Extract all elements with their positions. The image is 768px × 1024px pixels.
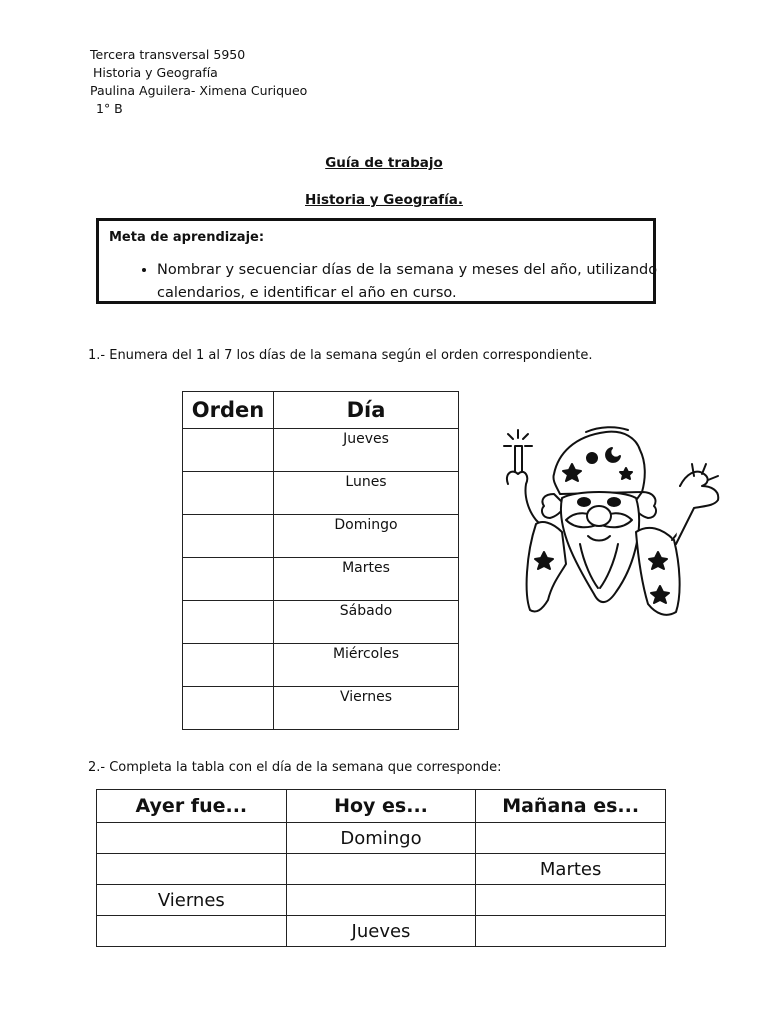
day-cell: Miércoles — [274, 644, 459, 687]
column-header-ayer: Ayer fue... — [97, 790, 287, 823]
day-cell: Sábado — [274, 601, 459, 644]
table-row — [183, 558, 459, 601]
column-header-manana: Mañana es... — [476, 790, 666, 823]
question-2-text: 2.- Completa la tabla con el día de la semana que corresponde: — [88, 760, 502, 775]
column-header-hoy: Hoy es... — [286, 790, 476, 823]
order-answer-cell[interactable] — [183, 429, 274, 472]
table-row — [183, 601, 459, 644]
answer-cell[interactable] — [476, 823, 666, 854]
day-cell: Lunes — [274, 472, 459, 515]
order-answer-cell[interactable] — [183, 558, 274, 601]
table-row — [183, 687, 459, 730]
answer-cell[interactable] — [97, 854, 287, 885]
given-day-cell: Jueves — [286, 916, 476, 947]
answer-cell[interactable] — [97, 823, 287, 854]
order-answer-cell[interactable] — [183, 515, 274, 558]
day-cell: Martes — [274, 558, 459, 601]
answer-cell[interactable] — [286, 885, 476, 916]
header-grade: 1° B — [96, 101, 123, 116]
yesterday-today-tomorrow-table — [96, 789, 666, 947]
table-row — [97, 854, 666, 885]
table-row — [97, 916, 666, 947]
column-header-dia: Día — [274, 392, 459, 429]
question-1-text: 1.- Enumera del 1 al 7 los días de la semana según el orden correspondiente. — [88, 348, 593, 363]
header-subject: Historia y Geografía — [93, 65, 218, 80]
given-day-cell: Martes — [476, 854, 666, 885]
answer-cell[interactable] — [97, 916, 287, 947]
learning-goal-text: • Nombrar y secuenciar días de la semana y meses del año, utilizando calendarios, e identificar el año en curso. — [157, 259, 667, 305]
order-answer-cell[interactable] — [183, 601, 274, 644]
learning-goal-list — [135, 259, 667, 305]
order-answer-cell[interactable] — [183, 472, 274, 515]
page-title: Guía de trabajo — [325, 155, 443, 171]
answer-cell[interactable] — [286, 854, 476, 885]
order-answer-cell[interactable] — [183, 687, 274, 730]
table-row — [183, 429, 459, 472]
day-cell: Jueves — [274, 429, 459, 472]
wizard-icon — [496, 424, 728, 624]
answer-cell[interactable] — [476, 885, 666, 916]
given-day-cell: Viernes — [97, 885, 287, 916]
learning-goal-box — [96, 218, 656, 304]
day-cell: Viernes — [274, 687, 459, 730]
table-row — [97, 823, 666, 854]
table-row — [183, 644, 459, 687]
wand-sparkles — [504, 430, 532, 446]
weekday-order-table — [182, 391, 459, 730]
given-day-cell: Domingo — [286, 823, 476, 854]
column-header-orden: Orden — [183, 392, 274, 429]
learning-goal-heading: Meta de aprendizaje: — [109, 230, 265, 245]
header-course: Tercera transversal 5950 — [90, 47, 246, 62]
header-teachers: Paulina Aguilera- Ximena Curiqueo — [90, 83, 308, 98]
table-row — [183, 515, 459, 558]
order-answer-cell[interactable] — [183, 644, 274, 687]
answer-cell[interactable] — [476, 916, 666, 947]
document-header — [90, 46, 307, 118]
table-row — [97, 885, 666, 916]
subject-title: Historia y Geografía. — [305, 192, 463, 208]
table-row — [183, 472, 459, 515]
day-cell: Domingo — [274, 515, 459, 558]
